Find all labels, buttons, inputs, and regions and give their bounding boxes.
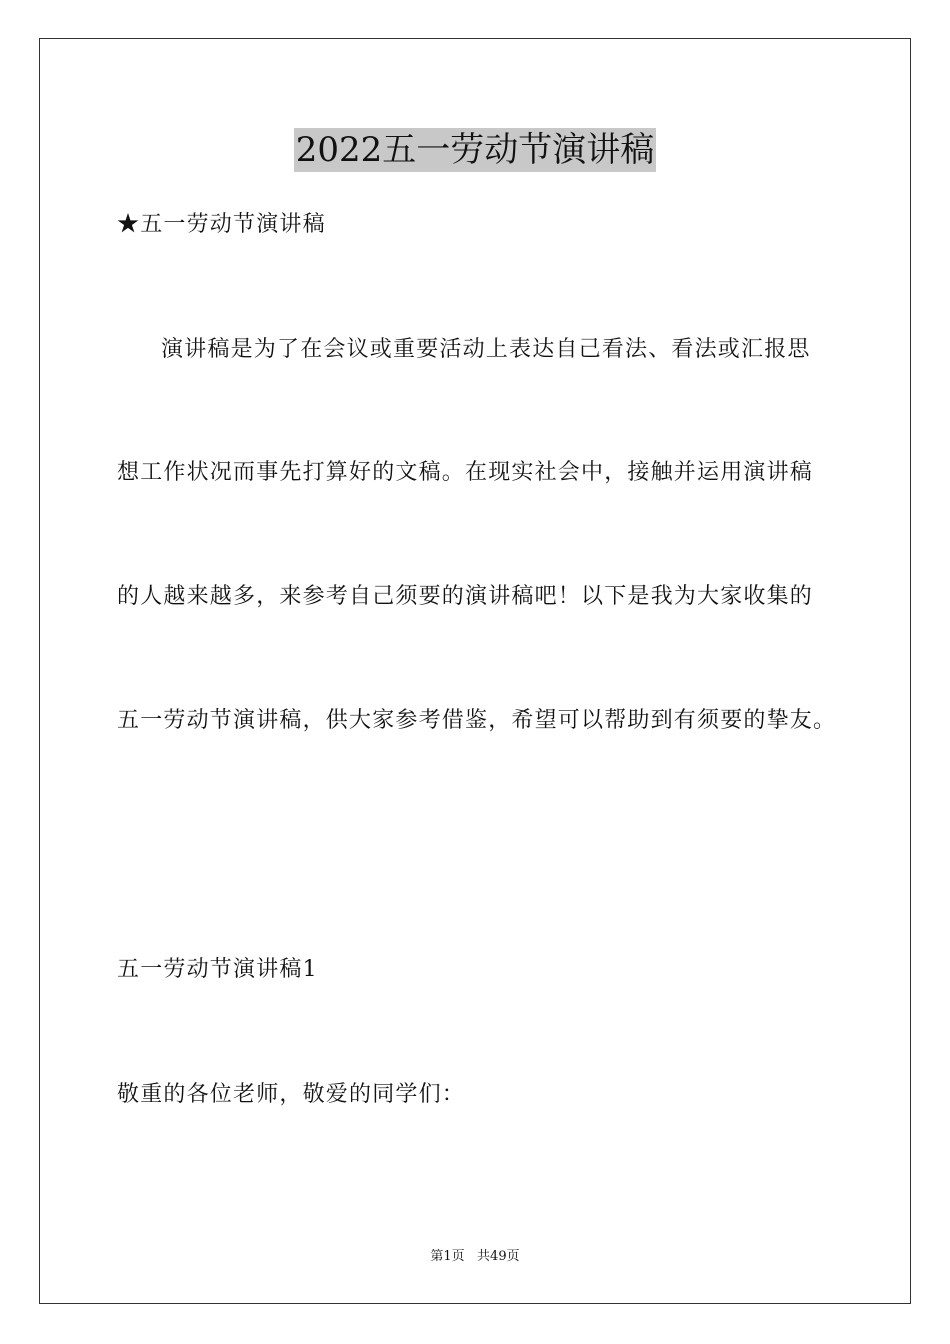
salutation-line: 敬重的各位老师，敬爱的同学们： bbox=[117, 1082, 466, 1107]
intro-line-1: 演讲稿是为了在会议或重要活动上表达自己看法、看法或汇报思 bbox=[161, 337, 811, 362]
document-title: 2022五一劳动节演讲稿 bbox=[295, 130, 655, 170]
subtitle-line: ★五一劳动节演讲稿 bbox=[117, 212, 326, 237]
title-container bbox=[0, 128, 950, 172]
intro-line-4: 五一劳动节演讲稿，供大家参考借鉴，希望可以帮助到有须要的挚友。 bbox=[117, 708, 837, 733]
intro-line-2: 想工作状况而事先打算好的文稿。在现实社会中，接触并运用演讲稿 bbox=[117, 460, 814, 485]
intro-line-3: 的人越来越多，来参考自己须要的演讲稿吧！以下是我为大家收集的 bbox=[117, 584, 814, 609]
section-heading: 五一劳动节演讲稿1 bbox=[117, 957, 318, 982]
page-number-footer: 第1页 共49页 bbox=[430, 1249, 520, 1264]
